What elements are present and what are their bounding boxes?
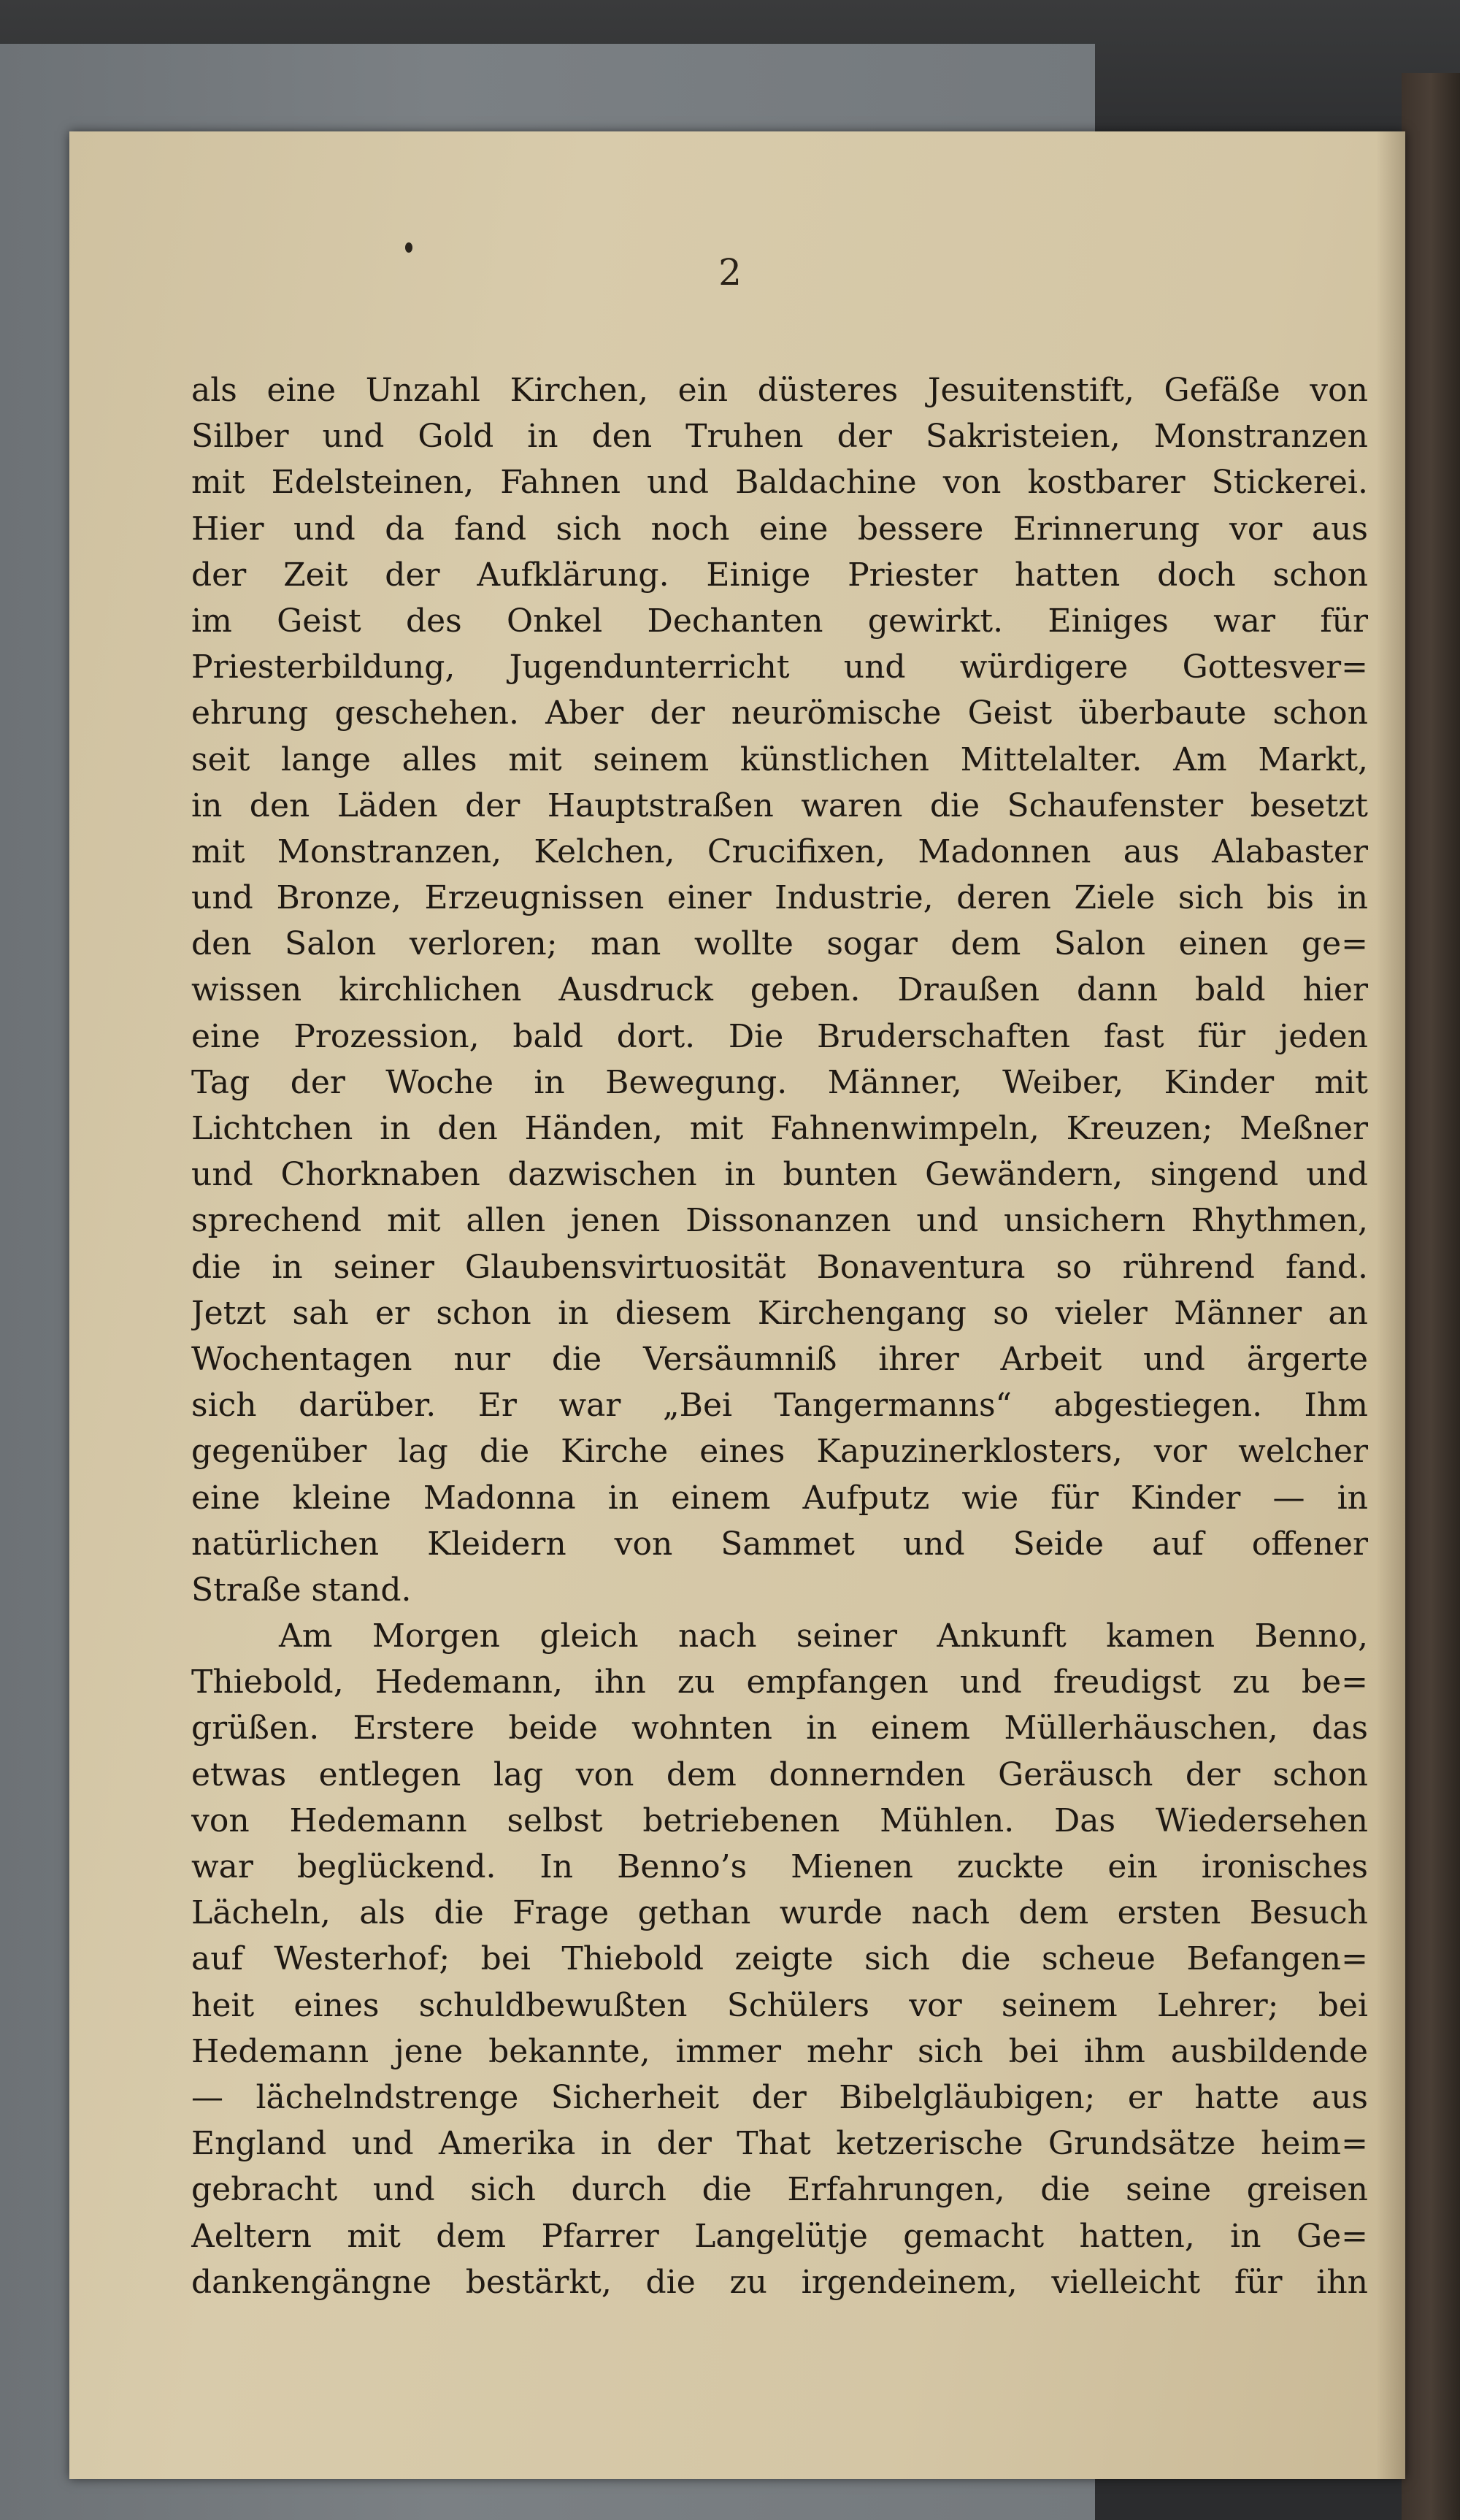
text-line: im Geist des Onkel Dechanten gewirkt. Einiges war für (191, 602, 1368, 640)
text-line: gebracht und sich durch die Erfahrungen, die seine greisen (191, 2171, 1368, 2209)
text-line: natürlichen Kleidern von Sammet und Seide auf offener (191, 1525, 1368, 1563)
text-line-paragraph-end: Straße stand. (191, 1571, 412, 1609)
page-number: 2 (718, 251, 742, 294)
text-line: mit Monstranzen, Kelchen, Crucifixen, Madonnen aus Alabaster (191, 832, 1368, 870)
text-line: Tag der Woche in Bewegung. Männer, Weiber, Kinder mit (191, 1063, 1368, 1101)
text-line: die in seiner Glaubensvirtuosität Bonaventura so rührend fand. (191, 1248, 1368, 1286)
text-line: seit lange alles mit seinem künstlichen Mittelalter. Am Markt, (191, 740, 1368, 778)
text-line: als eine Unzahl Kirchen, ein düsteres Jesuitenstift, Gefäße von (191, 372, 1368, 409)
text-line: grüßen. Erstere beide wohnten in einem Müllerhäuschen, das (191, 1709, 1368, 1747)
text-line: heit eines schuldbewußten Schülers vor seinem Lehrer; bei (191, 1986, 1368, 2024)
text-line: Priesterbildung, Jugendunterricht und würdigere Gottesver= (191, 648, 1368, 686)
text-line: eine kleine Madonna in einem Aufputz wie für Kinder — in (191, 1479, 1368, 1517)
text-line: Lächeln, als die Frage gethan wurde nach dem ersten Besuch (191, 1894, 1368, 1932)
text-line: Wochentagen nur die Versäumniß ihrer Arbeit und ärgerte (191, 1340, 1368, 1378)
text-line: sprechend mit allen jenen Dissonanzen und unsichern Rhythmen, (191, 1202, 1368, 1240)
text-line: Aeltern mit dem Pfarrer Langelütje gemacht hatten, in Ge= (191, 2217, 1368, 2255)
text-line: und Bronze, Erzeugnissen einer Industrie, deren Ziele sich bis in (191, 879, 1368, 917)
text-line: den Salon verloren; man wollte sogar dem Salon einen ge= (191, 925, 1368, 963)
body-text (191, 367, 1368, 2305)
text-line: Thiebold, Hedemann, ihn zu empfangen und freudigst zu be= (191, 1663, 1368, 1701)
text-line: sich darüber. Er war „Bei Tangermanns“ abgestiegen. Ihm (191, 1387, 1368, 1425)
text-line: der Zeit der Aufklärung. Einige Priester hatten doch schon (191, 556, 1368, 594)
text-line: von Hedemann selbst betriebenen Mühlen. Das Wiedersehen (191, 1801, 1368, 1839)
text-line: war beglückend. In Benno’s Mienen zuckte ein ironisches (191, 1848, 1368, 1885)
text-line: eine Prozession, bald dort. Die Bruderschaften fast für jeden (191, 1017, 1368, 1055)
text-line: Hier und da fand sich noch eine bessere Erinnerung vor aus (191, 510, 1368, 548)
text-line: Silber und Gold in den Truhen der Sakristeien, Monstranzen (191, 418, 1368, 456)
text-line: mit Edelsteinen, Fahnen und Baldachine von kostbarer Stickerei. (191, 464, 1368, 502)
text-line: ehrung geschehen. Aber der neurömische Geist überbaute schon (191, 694, 1368, 732)
text-line: Hedemann jene bekannte, immer mehr sich bei ihm ausbildende (191, 2032, 1368, 2070)
text-line: in den Läden der Hauptstraßen waren die Schaufenster besetzt (191, 786, 1368, 824)
text-line: — lächelndstrenge Sicherheit der Bibelgläubigen; er hatte aus (191, 2078, 1368, 2116)
text-line: und Chorknaben dazwischen in bunten Gewändern, singend und (191, 1156, 1368, 1194)
text-line-paragraph-start: Am Morgen gleich nach seiner Ankunft kamen Benno, (279, 1617, 1368, 1655)
text-line: etwas entlegen lag von dem donnernden Geräusch der schon (191, 1755, 1368, 1793)
text-line: England und Amerika in der That ketzerische Grundsätze heim= (191, 2125, 1368, 2163)
text-line: Lichtchen in den Händen, mit Fahnenwimpeln, Kreuzen; Meßner (191, 1110, 1368, 1147)
text-line: dankengängne bestärkt, die zu irgendeinem, vielleicht für ihn (191, 2263, 1368, 2301)
scan-background-book-edge (1402, 73, 1460, 2520)
text-line: auf Westerhof; bei Thiebold zeigte sich die scheue Befangen= (191, 1940, 1368, 1978)
text-line: gegenüber lag die Kirche eines Kapuzinerklosters, vor welcher (191, 1433, 1368, 1471)
text-line: Jetzt sah er schon in diesem Kirchengang so vieler Männer an (191, 1294, 1368, 1332)
text-line: wissen kirchlichen Ausdruck geben. Draußen dann bald hier (191, 971, 1368, 1009)
